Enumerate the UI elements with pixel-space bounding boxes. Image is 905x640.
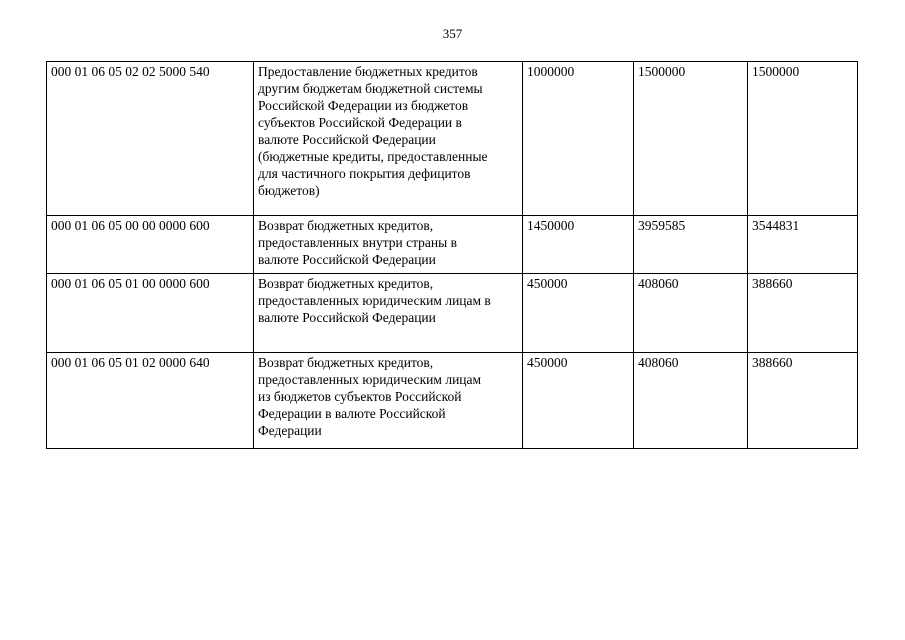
value-cell-year-3: 388660 bbox=[748, 274, 858, 353]
description-line: бюджетов) bbox=[258, 183, 320, 198]
description-line: Возврат бюджетных кредитов, bbox=[258, 276, 434, 291]
value-cell-year-2: 408060 bbox=[634, 353, 748, 449]
description-line: Российской Федерации из бюджетов bbox=[258, 98, 469, 113]
description-line: Федерации bbox=[258, 423, 322, 438]
table-row bbox=[47, 274, 858, 353]
description-cell bbox=[254, 62, 523, 216]
value-cell-year-1: 450000 bbox=[523, 353, 634, 449]
value-cell-year-1: 1450000 bbox=[523, 216, 634, 274]
description-cell bbox=[254, 353, 523, 449]
description-line: валюте Российской Федерации bbox=[258, 310, 436, 325]
budget-code-cell: 000 01 06 05 01 00 0000 600 bbox=[47, 274, 254, 353]
description-cell bbox=[254, 216, 523, 274]
description-line: другим бюджетам бюджетной системы bbox=[258, 81, 483, 96]
description-line: для частичного покрытия дефицитов bbox=[258, 166, 471, 181]
value-cell-year-2: 408060 bbox=[634, 274, 748, 353]
value-cell-year-2: 3959585 bbox=[634, 216, 748, 274]
description-line: Федерации в валюте Российской bbox=[258, 406, 446, 421]
table-row bbox=[47, 353, 858, 449]
value-cell-year-1: 450000 bbox=[523, 274, 634, 353]
description-line: валюте Российской Федерации bbox=[258, 252, 436, 267]
description-line: из бюджетов субъектов Российской bbox=[258, 389, 462, 404]
description-line: предоставленных юридическим лицам bbox=[258, 372, 482, 387]
value-cell-year-2: 1500000 bbox=[634, 62, 748, 216]
table-row bbox=[47, 62, 858, 216]
value-cell-year-3: 388660 bbox=[748, 353, 858, 449]
budget-code-cell: 000 01 06 05 02 02 5000 540 bbox=[47, 62, 254, 216]
value-cell-year-3: 3544831 bbox=[748, 216, 858, 274]
description-line: предоставленных внутри страны в bbox=[258, 235, 457, 250]
description-cell bbox=[254, 274, 523, 353]
table-row bbox=[47, 216, 858, 274]
page-number: 357 bbox=[442, 26, 463, 41]
description-line: субъектов Российской Федерации в bbox=[258, 115, 462, 130]
description-line: (бюджетные кредиты, предоставленные bbox=[258, 149, 488, 164]
description-line: Возврат бюджетных кредитов, bbox=[258, 218, 434, 233]
description-line: Возврат бюджетных кредитов, bbox=[258, 355, 434, 370]
description-line: Предоставление бюджетных кредитов bbox=[258, 64, 478, 79]
description-line: предоставленных юридическим лицам в bbox=[258, 293, 491, 308]
value-cell-year-3: 1500000 bbox=[748, 62, 858, 216]
value-cell-year-1: 1000000 bbox=[523, 62, 634, 216]
description-line: валюте Российской Федерации bbox=[258, 132, 436, 147]
budget-code-cell: 000 01 06 05 00 00 0000 600 bbox=[47, 216, 254, 274]
budget-code-cell: 000 01 06 05 01 02 0000 640 bbox=[47, 353, 254, 449]
budget-table bbox=[46, 61, 858, 449]
